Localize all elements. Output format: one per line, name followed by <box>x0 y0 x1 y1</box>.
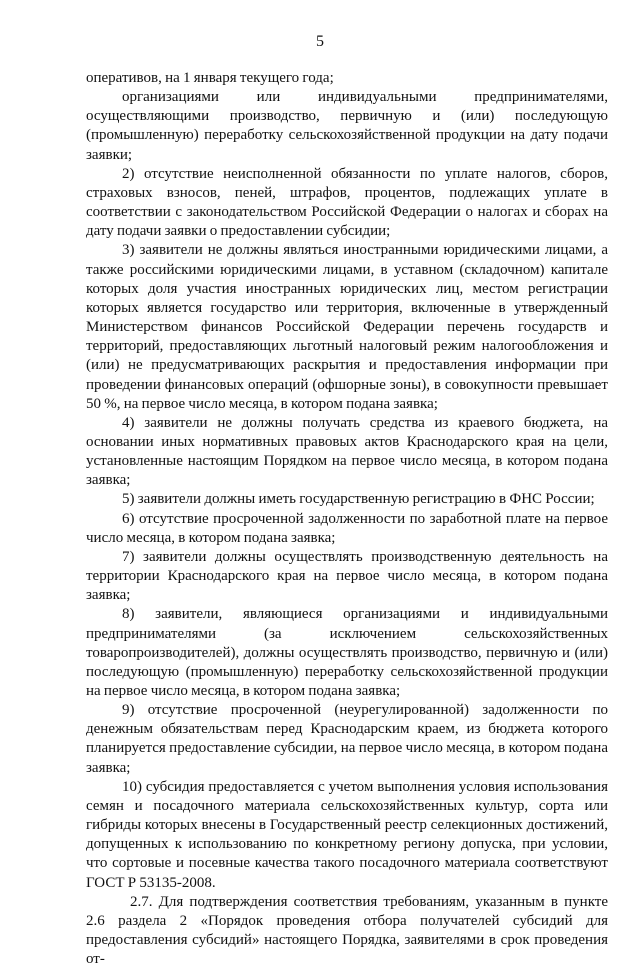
paragraph-item-2: 2) отсутствие неисполненной обязанности по уплате налогов, сборов, страховых взносов, пеней, штрафов, процентов, подлежащих уплате в соответствии с законодательством Российской Федерации о налогах и сборах на дату подачи заявки о предоставлении субсидии; <box>86 165 608 240</box>
paragraph-item-10: 10) субсидия предоставляется с учетом выполнения условия использования семян и посадочного материала сельскохозяйственных культур, сорта или гибриды которых внесены в Государственный реестр селекционных достижений, допущенных к использованию по конкретному региону допуска, при условии, что сортовые и посевные качества такого посадочного материала соответствуют ГОСТ Р 53135-2008. <box>86 778 608 891</box>
paragraph-item-4: 4) заявители не должны получать средства из краевого бюджета, на основании иных нормативных правовых актов Краснодарского края на цели, установленные настоящим Порядком на первое число месяца, в котором подана заявка; <box>86 414 608 489</box>
paragraph-organizations: организациями или индивидуальными предпринимателями, осуществляющими производство, первичную и (или) последующую (промышленную) переработку сельскохозяйственной продукции на дату подачи заявки; <box>86 89 608 163</box>
paragraph-item-9: 9) отсутствие просроченной (неурегулированной) задолженности по денежным обязательствам перед Краснодарским краем, из бюджета которого планируется предоставление субсидии, на первое число месяца, в котором подана заявка; <box>86 702 608 776</box>
paragraph-item-5: 5) заявители должны иметь государственную регистрацию в ФНС России; <box>122 491 595 508</box>
paragraph-item-8: 8) заявители, являющиеся организациями и индивидуальными предпринимателями (за исключением сельскохозяйственных товаропроизводителей), должны осуществлять производство, первичную и (или) последующую (промышленную) переработку сельскохозяйственной продукции на первое число месяца, в котором подана заявка; <box>86 606 608 699</box>
paragraph-continuation: оперативов, на 1 января текущего года; <box>86 70 334 86</box>
paragraph-section-2-7: 2.7. Для подтверждения соответствия требованиям, указанным в пункте 2.6 раздела 2 «Порядок проведения отбора получателей субсидий для предоставления субсидий» настоящего Порядка, заявителями в срок проведения от- <box>86 893 608 968</box>
paragraph-item-3: 3) заявители не должны являться иностранными юридическими лицами, а также российскими юридическими лицами, в уставном (складочном) капитале которых доля участия иностранных юридических лиц, местом регистрации которых является государство или территория, включенные в утвержденный Министерством финансов Российской Федерации перечень государств и территорий, предоставляющих льготный налоговый режим налогообложения и (или) не предусматривающих раскрытия и предоставления информации при проведении финансовых операций (офшорные зоны), в совокупности превышает 50 %, на первое число месяца, в котором подана заявка; <box>86 242 608 412</box>
page-number: 5 <box>316 33 324 50</box>
paragraph-item-7: 7) заявители должны осуществлять производственную деятельность на территории Краснодарского края на первое число месяца, в котором подана заявка; <box>86 548 608 604</box>
paragraph-item-6: 6) отсутствие просроченной задолженности по заработной плате на первое число месяца, в котором подана заявка; <box>86 510 608 546</box>
document-body <box>86 69 608 969</box>
